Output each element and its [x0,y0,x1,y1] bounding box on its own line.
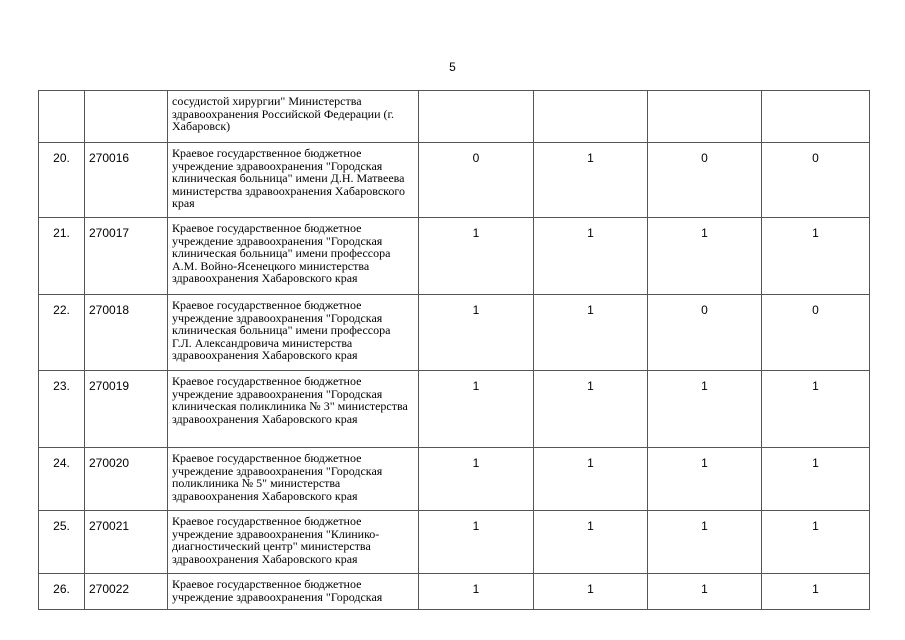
row-code: 270019 [85,371,168,448]
row-value-4: 1 [762,574,870,610]
row-number: 23. [39,371,85,448]
row-value-3: 0 [648,143,762,218]
row-value-3: 1 [648,448,762,511]
row-value-4: 1 [762,511,870,574]
table-row [39,295,870,371]
row-number: 22. [39,295,85,371]
row-value-4: 1 [762,371,870,448]
row-number: 24. [39,448,85,511]
row-value-4: 0 [762,295,870,371]
row-value-1 [419,91,534,143]
row-value-3: 1 [648,371,762,448]
row-number [39,91,85,143]
row-value-3: 1 [648,511,762,574]
table-row [39,371,870,448]
row-value-3: 1 [648,218,762,295]
row-value-1: 1 [419,295,534,371]
row-value-4: 1 [762,218,870,295]
row-code [85,91,168,143]
row-code: 270021 [85,511,168,574]
row-value-2: 1 [534,511,648,574]
table-row [39,511,870,574]
row-value-1: 1 [419,511,534,574]
row-number: 26. [39,574,85,610]
row-value-1: 1 [419,218,534,295]
row-value-3 [648,91,762,143]
row-organization-name: Краевое государственное бюджетное учреждение здравоохранения "Городская клиническая поликлиника № 3" министерства здравоохранения Хабаровского края [168,371,419,448]
row-value-2: 1 [534,218,648,295]
row-value-1: 1 [419,574,534,610]
row-value-1: 1 [419,371,534,448]
row-number: 25. [39,511,85,574]
table-row [39,91,870,143]
row-organization-name: Краевое государственное бюджетное учреждение здравоохранения "Клинико-диагностический центр" министерства здравоохранения Хабаровского края [168,511,419,574]
row-code: 270020 [85,448,168,511]
row-number: 20. [39,143,85,218]
row-value-4 [762,91,870,143]
row-number: 21. [39,218,85,295]
row-value-4: 1 [762,448,870,511]
page-number: 5 [449,60,456,74]
row-value-4: 0 [762,143,870,218]
row-value-2: 1 [534,448,648,511]
table-row [39,143,870,218]
row-code: 270016 [85,143,168,218]
row-organization-name: Краевое государственное бюджетное учреждение здравоохранения "Городская [168,574,419,610]
row-organization-name: сосудистой хирургии" Министерства здравоохранения Российской Федерации (г. Хабаровск) [168,91,419,143]
row-code: 270022 [85,574,168,610]
medical-organizations-table [38,90,870,610]
row-organization-name: Краевое государственное бюджетное учреждение здравоохранения "Городская клиническая больница" имени профессора А.М. Войно-Ясенецкого министерства здравоохранения Хабаровского края [168,218,419,295]
row-value-2: 1 [534,574,648,610]
row-code: 270017 [85,218,168,295]
row-organization-name: Краевое государственное бюджетное учреждение здравоохранения "Городская поликлиника № 5" министерства здравоохранения Хабаровского края [168,448,419,511]
row-value-3: 1 [648,574,762,610]
row-value-1: 0 [419,143,534,218]
row-value-2 [534,91,648,143]
row-value-2: 1 [534,371,648,448]
table-row [39,448,870,511]
row-code: 270018 [85,295,168,371]
table-row [39,218,870,295]
table-row [39,574,870,610]
row-organization-name: Краевое государственное бюджетное учреждение здравоохранения "Городская клиническая больница" имени Д.Н. Матвеева министерства здравоохранения Хабаровского края [168,143,419,218]
row-value-2: 1 [534,143,648,218]
row-value-3: 0 [648,295,762,371]
row-value-1: 1 [419,448,534,511]
row-value-2: 1 [534,295,648,371]
row-organization-name: Краевое государственное бюджетное учреждение здравоохранения "Городская клиническая больница" имени профессора Г.Л. Александровича министерства здравоохранения Хабаровского края [168,295,419,371]
